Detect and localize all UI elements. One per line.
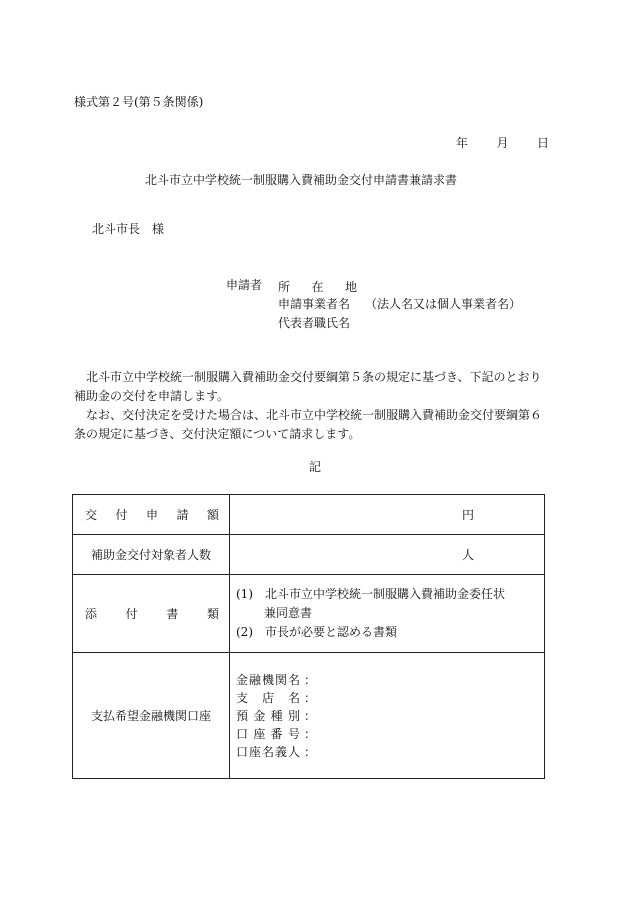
bank-field-deposit-type[interactable]: 預 金 種 別 ： — [236, 708, 317, 723]
attachments-label: 添 付 書 類 — [85, 607, 219, 621]
applicant-representative-label: 代表者職氏名 — [278, 316, 351, 330]
ki-heading: 記 — [309, 460, 322, 474]
bank-field-account-number[interactable]: 口 座 番 号 ： — [236, 726, 317, 741]
date-line — [456, 134, 549, 151]
amount-value-cell[interactable] — [230, 495, 545, 535]
attachment-item-2: (2) 市長が必要と認める書類 — [236, 625, 398, 639]
yen-unit: 円 — [461, 508, 474, 522]
date-month: 月 — [496, 136, 509, 150]
document-title: 北斗市立中学校統一制服購入費補助金交付申請書兼請求書 — [145, 173, 458, 187]
applicant-label: 申請者 — [226, 278, 263, 292]
form-number: 様式第２号(第５条関係) — [74, 95, 204, 109]
date-day: 日 — [536, 136, 549, 150]
date-year: 年 — [456, 136, 469, 150]
applicant-address-label: 所 在 地 — [278, 280, 357, 294]
person-unit: 人 — [461, 548, 474, 562]
table-row-bank — [73, 653, 545, 779]
table-row-count — [73, 535, 545, 575]
bank-field-branch[interactable]: 支 店 名 ： — [236, 690, 317, 705]
addressee: 北斗市長 様 — [92, 222, 165, 236]
table-row-attachments — [73, 575, 545, 653]
count-label: 補助金交付対象者人数 — [73, 535, 230, 575]
amount-label: 交 付 申 請 額 — [85, 508, 219, 522]
attachment-item-1-continuation: 兼同意書 — [264, 606, 313, 620]
bank-field-institution[interactable]: 金 融 機 関 名 ： — [236, 672, 317, 687]
bank-field-account-holder[interactable]: 口 座 名 義 人 ： — [236, 744, 317, 759]
body-paragraph-1: 北斗市立中学校統一制服購入費補助金交付要綱第５条の規定に基づき、下記のとおり補助金の交付を申請します。 — [74, 370, 542, 403]
applicant-business-name-label: 申請事業者名 — [278, 297, 351, 311]
attachment-item-1: (1) 北斗市立中学校統一制服購入費補助金委任状 — [236, 587, 506, 601]
body-paragraph-2: なお、交付決定を受けた場合は、北斗市立中学校統一制服購入費補助金交付要綱第６条の規定に基づき、交付決定額について請求します。 — [74, 408, 543, 441]
bank-label: 支払希望金融機関口座 — [73, 653, 230, 779]
amount-label-cell — [73, 495, 230, 535]
table-row-amount — [73, 495, 545, 535]
attachments-label-cell — [73, 575, 230, 653]
application-table — [72, 494, 545, 779]
attachments-list — [230, 575, 545, 653]
count-value-cell[interactable] — [230, 535, 545, 575]
bank-fields — [230, 653, 545, 779]
applicant-business-name-note: （法人名又は個人事業者名） — [365, 297, 522, 311]
